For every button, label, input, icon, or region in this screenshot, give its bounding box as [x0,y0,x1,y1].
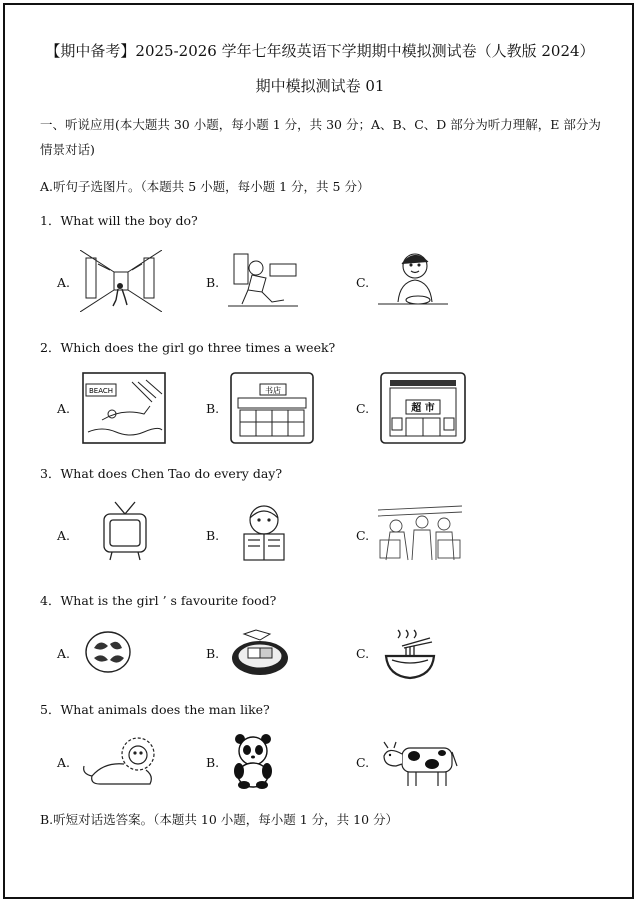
q4a-dumplings-image[interactable] [84,630,132,674]
part1-heading-line1: 一、听说应用(本大题共 30 小题，每小题 1 分，共 30 分；A、B、C、D 部分为听力理解，E 部分为 [40,117,601,132]
q2c-supermarket-image[interactable] [380,372,466,444]
question-2-stem: 2．Which does the girl go three times a week? [40,340,336,355]
q2-option-b-label[interactable]: B. [206,401,220,416]
q3-option-c-label[interactable]: C. [356,528,370,543]
q2b-sign-text: 书店 [265,386,281,395]
sectionB-heading: B.听短对话选答案。（本题共 10 小题，每小题 1 分，共 10 分） [40,812,399,827]
q4c-noodles-image[interactable] [382,626,438,684]
sectionA-heading: A.听句子选图片。（本题共 5 小题，每小题 1 分，共 5 分） [40,179,370,194]
q3-option-a-label[interactable]: A. [57,528,71,543]
q1a-corridor-image[interactable] [80,250,162,312]
q4-option-c-label[interactable]: C. [356,646,370,661]
q1-option-b-label[interactable]: B. [206,275,220,290]
q2a-sign-text: BEACH [88,387,114,395]
question-4-stem: 4．What is the girl ’ s favourite food? [40,593,277,608]
page-subtitle: 期中模拟测试卷 01 [255,77,385,95]
question-5-stem: 5．What animals does the man like? [40,702,270,717]
q1-option-a-label[interactable]: A. [57,275,71,290]
q3b-girl-reading-image[interactable] [236,500,292,564]
q2-option-c-label[interactable]: C. [356,401,370,416]
question-1-stem: 1．What will the boy do? [40,213,198,228]
q4b-tofu-image[interactable] [230,626,290,678]
q2-option-a-label[interactable]: A. [57,401,71,416]
question-3-stem: 3．What does Chen Tao do every day? [40,466,283,481]
q5c-cow-image[interactable] [380,738,458,788]
q2b-bookstore-image[interactable] [230,372,314,444]
q4-option-b-label[interactable]: B. [206,646,220,661]
q5b-panda-image[interactable] [230,733,276,789]
q3c-bus-image[interactable] [378,500,462,564]
q5-option-c-label[interactable]: C. [356,755,370,770]
q1-option-c-label[interactable]: C. [356,275,370,290]
part1-heading-line2: 情景对话) [40,142,95,157]
q5-option-a-label[interactable]: A. [57,755,71,770]
q4-option-a-label[interactable]: A. [57,646,71,661]
q3a-tv-image[interactable] [100,500,150,564]
q5a-lion-image[interactable] [80,736,160,788]
q1b-boy-sitting-image[interactable] [228,248,300,312]
q1c-boy-eating-image[interactable] [378,246,450,308]
q2a-swimming-image[interactable] [82,372,166,444]
q5-option-b-label[interactable]: B. [206,755,220,770]
q2c-sign-text: 超 市 [411,403,435,414]
page-title: 【期中备考】2025-2026 学年七年级英语下学期期中模拟测试卷（人教版 2024） [45,42,595,60]
q3-option-b-label[interactable]: B. [206,528,220,543]
